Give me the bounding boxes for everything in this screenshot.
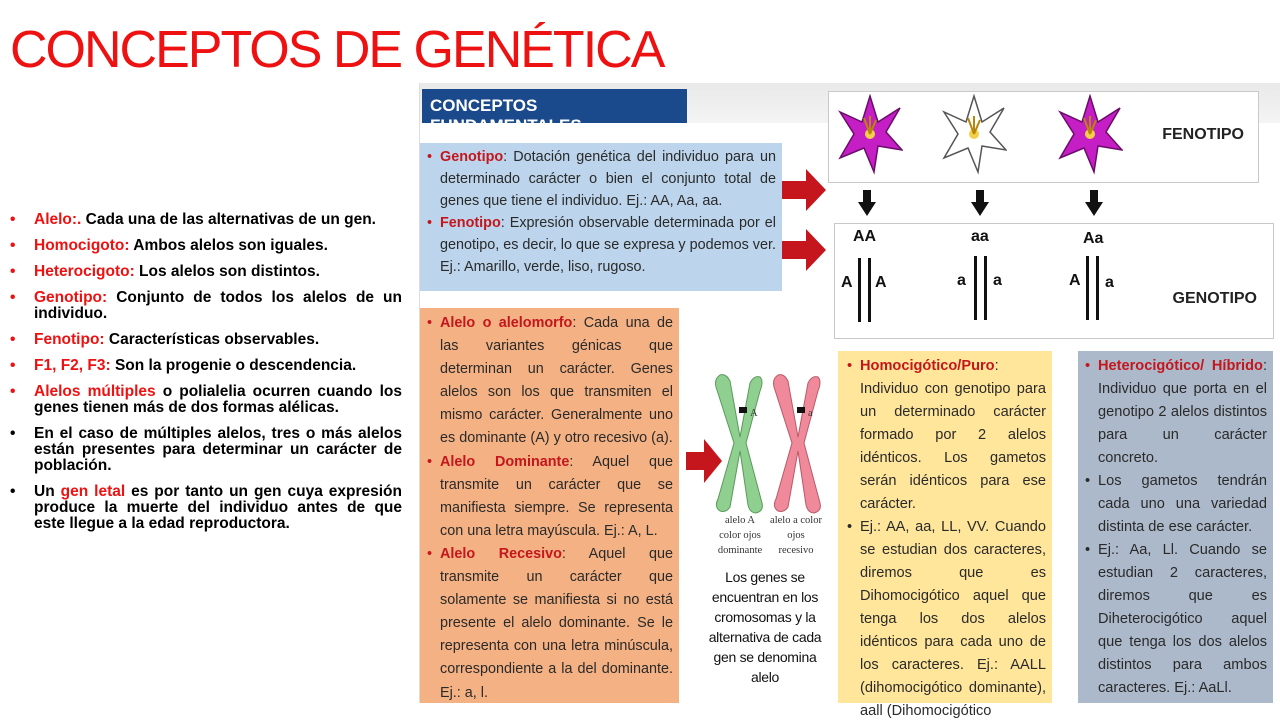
genotype-label: AA [853,228,877,245]
term-label: Alelos múltiples [34,383,156,400]
bullet-icon: • [1085,358,1091,374]
genotype-title: GENOTIPO [1172,290,1257,307]
bullet-icon: • [427,453,433,470]
list-item [10,212,402,228]
term-label: Heterocigótico/ Híbrido [1098,358,1263,374]
page-title: CONCEPTOS DE GENÉTICA [10,21,664,79]
term-text: En el caso de múltiples alelos, tres o más alelos están presentes para determinar un carácter de población. [34,425,402,474]
term-text: Conjunto de todos los alelos de un individuo. [34,289,402,322]
term-text: Ej.: AA, aa, LL, VV. Cuando se estudian dos caracteres, diremos que es Dihomocigótico aquel que tenga los dos alelos idénticos para cada uno de los caracteres. Ej.: AALL (dihomocigótico dominante), aall (Dihomocigótico [860,519,1046,719]
down-arrow-icon [858,190,876,216]
genotype-panel [834,223,1274,339]
term-text: Un [34,483,61,500]
bullet-icon: • [427,315,433,331]
green-chromosome-icon [716,375,763,513]
chromosome-pair-icon [855,258,875,322]
bullet-icon: • [847,519,853,535]
list-item [424,312,673,451]
allele-letter: A [841,274,853,291]
term-text: : Cada una de las variantes génicas que determinan un carácter. Genes alelos son los que transmiten el mismo carácter. Generalmente uno es dominante (A) y otro recesivo (a). [440,315,673,447]
allele-letter: a [993,272,1002,289]
heterozygous-box [1078,351,1273,703]
list-item [10,426,402,474]
bullet-icon: • [1085,473,1091,489]
term-label: Fenotipo: [34,331,105,348]
magenta-flower-icon [1057,94,1123,178]
term-label: Homocigoto: [34,237,130,254]
pink-chromosome-icon [774,375,821,513]
term-text: es por tanto un gen cuya expresión produce la muerte del individuo antes de que este llegue a la edad reproductora. [34,483,402,532]
list-item [424,543,673,705]
bullet-icon: • [10,263,16,280]
chromosome-illustration [706,371,830,517]
term-label: Alelo Dominante [440,453,570,470]
allele-marker-label: A [750,408,758,419]
bullet-icon: • [10,483,16,500]
allele-letter: A [1069,272,1081,289]
term-text: : Aquel que transmite un carácter que se manifiesta siempre. Se representa con una letra mayúscula. Ej.: A, L. [440,453,673,539]
list-item [10,384,402,416]
term-text: : Dotación genética del individuo para un determinado carácter o bien el conjunto total de genes que tiene el individuo. Ej.: AA, Aa, aa. [440,149,776,209]
term-text: Ambos alelos son iguales. [129,237,328,254]
term-label: Fenotipo [440,215,501,231]
term-label: Genotipo [440,149,504,165]
chromosome-description: Los genes se encuentran en los cromosomas y la alternativa de cada gen se denomina alelo [708,569,822,685]
magenta-flower-icon [837,94,903,178]
bullet-icon: • [427,545,433,562]
allele-marker-label: a [808,408,813,419]
bullet-icon: • [10,289,16,306]
bullet-icon: • [10,425,16,442]
list-item [844,516,1046,720]
genotype-label: Aa [1083,230,1104,247]
white-flower-icon [941,94,1007,178]
phenotype-panel [828,91,1259,183]
term-text: Los gametos tendrán cada uno una variedad distinta de ese carácter. [1098,473,1267,535]
chromosome-pair-icon [971,256,991,320]
down-arrow-icon [971,190,989,216]
genotype-phenotype-box [420,143,782,291]
concept-list [10,212,402,542]
allele-box [420,308,679,703]
bullet-icon: • [10,357,16,374]
term-text: : Aquel que transmite un carácter que solamente se manifiesta si no está presente el alelo dominante. Se le representa con una letra minúscula, correspondiente a la del dominante. Ej.: a, l. [440,545,673,701]
allele-letter: a [1105,274,1114,291]
bullet-icon: • [10,383,16,400]
term-label: Alelo Recesivo [440,545,562,562]
bullet-icon: • [847,358,853,374]
allele-letter: a [957,272,966,289]
list-item [10,332,402,348]
right-arrow-icon [782,169,826,211]
term-label: Alelo:. [34,211,82,228]
term-text: o polialelia ocurren cuando los genes tienen más de dos formas alélicas. [34,383,402,416]
list-item [424,146,776,212]
term-label: Alelo o alelomorfo [440,315,573,331]
bullet-icon: • [1085,542,1091,558]
term-text: Son la progenie o descendencia. [110,357,357,374]
list-item [10,264,402,280]
bullet-icon: • [10,331,16,348]
list-item [10,358,402,374]
term-text: : Individuo con genotipo para un determinado carácter formado por 2 alelos idénticos. Los gametos serán idénticos para ese carácter. [860,358,1046,512]
allele-letter: A [875,274,887,291]
term-text: : Individuo que porta en el genotipo 2 alelos distintos para un carácter concreto. [1098,358,1267,466]
infographic-header: CONCEPTOS FUNDAMENTALES [422,89,687,123]
chromosome-caption: alelo a color ojos recesivo [770,515,822,556]
term-text: : Expresión observable determinada por el genotipo, es decir, lo que se expresa y podemos ver. Ej.: Amarillo, verde, liso, rugoso. [440,215,776,275]
homozygous-box [838,351,1052,719]
right-arrow-icon [782,229,826,271]
list-item [424,451,673,543]
term-label: Heterocigoto: [34,263,135,280]
list-item [844,355,1046,516]
list-item [1082,539,1267,700]
term-text: Características observables. [104,331,320,348]
down-arrow-icon [1085,190,1103,216]
bullet-icon: • [427,149,433,165]
term-text: Ej.: Aa, Ll. Cuando se estudian 2 caracteres, diremos que es Diheterocigótico aquel que tenga los dos alelos distintos para ambos caracteres. Ej.: AaLl. [1098,542,1267,696]
term-label: Homocigótico/Puro [860,358,995,374]
genetics-infographic [419,83,1280,719]
list-item [10,484,402,532]
phenotype-label: FENOTIPO [1162,126,1244,143]
list-item [1082,470,1267,539]
bullet-icon: • [427,215,433,231]
term-label: F1, F2, F3: [34,357,111,374]
list-item [1082,355,1267,470]
term-label: gen letal [60,483,126,500]
chromosome-caption: alelo A color ojos dominante [717,515,763,556]
bullet-icon: • [10,211,16,228]
list-item [424,212,776,278]
term-label: Genotipo: [34,289,108,306]
term-text: Los alelos son distintos. [134,263,320,280]
term-text: Cada una de las alternativas de un gen. [81,211,376,228]
genotype-label: aa [971,228,989,245]
chromosome-pair-icon [1083,256,1103,320]
list-item [10,238,402,254]
bullet-icon: • [10,237,16,254]
list-item [10,290,402,322]
